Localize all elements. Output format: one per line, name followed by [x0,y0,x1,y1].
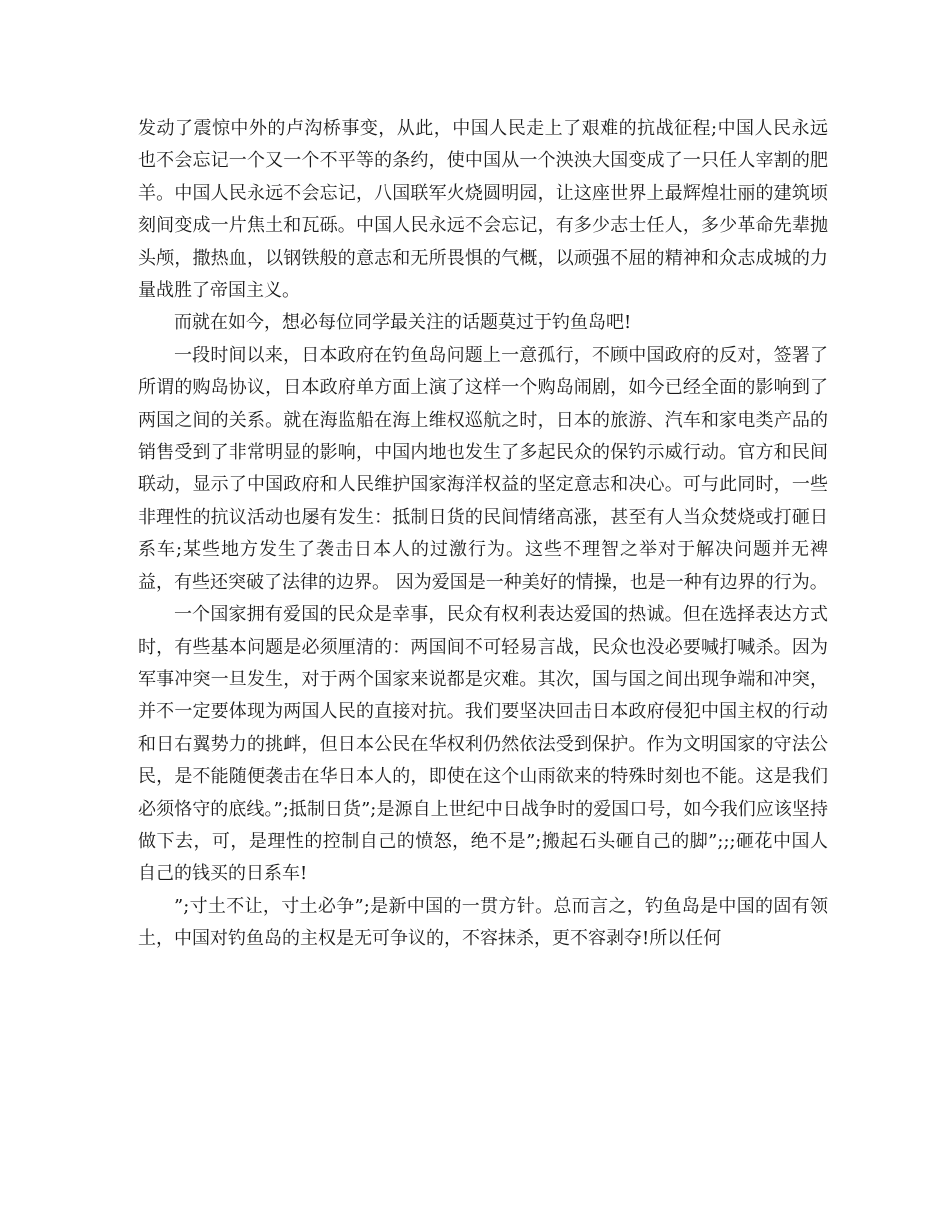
paragraph-4: 一个国家拥有爱国的民众是幸事，民众有权利表达爱国的热诚。但在选择表达方式时，有些基本问题是必须厘清的：两国间不可轻易言战，民众也没必要喊打喊杀。因为军事冲突一旦发生，对于两个国家来说都是灾难。其次，国与国之间出现争端和冲突，并不一定要体现为两国人民的直接对抗。我们要坚决回击日本政府侵犯中国主权的行动和日右翼势力的挑衅，但日本公民在华权利仍然依法受到保护。作为文明国家的守法公民，是不能随便袭击在华日本人的，即使在这个山雨欲来的特殊时刻也不能。这是我们必须恪守的底线。”;抵制日货”;是源自上世纪中日战争时的爱国口号，如今我们应该坚持做下去，可，是理性的控制自己的愤怒，绝不是”;搬起石头砸自己的脚”;;;砸花中国人自己的钱买的日系车! [138,604,828,885]
paragraph-5: ”;寸土不让，寸土必争”;是新中国的一贯方针。总而言之，钓鱼岛是中国的固有领土，中国对钓鱼岛的主权是无可争议的，不容抹杀，更不容剥夺!所以任何 [138,895,828,950]
paragraph-3: 一段时间以来，日本政府在钓鱼岛问题上一意孤行，不顾中国政府的反对，签署了所谓的购岛协议，日本政府单方面上演了这样一个购岛闹剧，如今已经全面的影响到了两国之间的关系。就在海监船在海上维权巡航之时，日本的旅游、汽车和家电类产品的销售受到了非常明显的影响，中国内地也发生了多起民众的保钓示威行动。官方和民间联动，显示了中国政府和人民维护国家海洋权益的坚定意志和决心。可与此同时，一些非理性的抗议活动也屡有发生：抵制日货的民间情绪高涨，甚至有人当众焚烧或打砸日系车;某些地方发生了袭击日本人的过激行为。这些不理智之举对于解决问题并无裨益，有些还突破了法律的边界。 因为爱国是一种美好的情操，也是一种有边界的行为。 [138,344,828,593]
paragraph-2: 而就在如今，想必每位同学最关注的话题莫过于钓鱼岛吧! [174,312,632,334]
paragraph-1: 发动了震惊中外的卢沟桥事变，从此，中国人民走上了艰难的抗战征程;中国人民永远也不会忘记一个又一个不平等的条约，使中国从一个泱泱大国变成了一只任人宰割的肥羊。中国人民永远不会忘记，八国联军火烧圆明园，让这座世界上最辉煌壮丽的建筑顷刻间变成一片焦土和瓦砾。中国人民永远不会忘记，有多少志士任人，多少革命先辈抛头颅，撒热血，以钢铁般的意志和无所畏惧的气概，以顽强不屈的精神和众志成城的力量战胜了帝国主义。 [138,118,828,302]
document-body [138,113,828,956]
